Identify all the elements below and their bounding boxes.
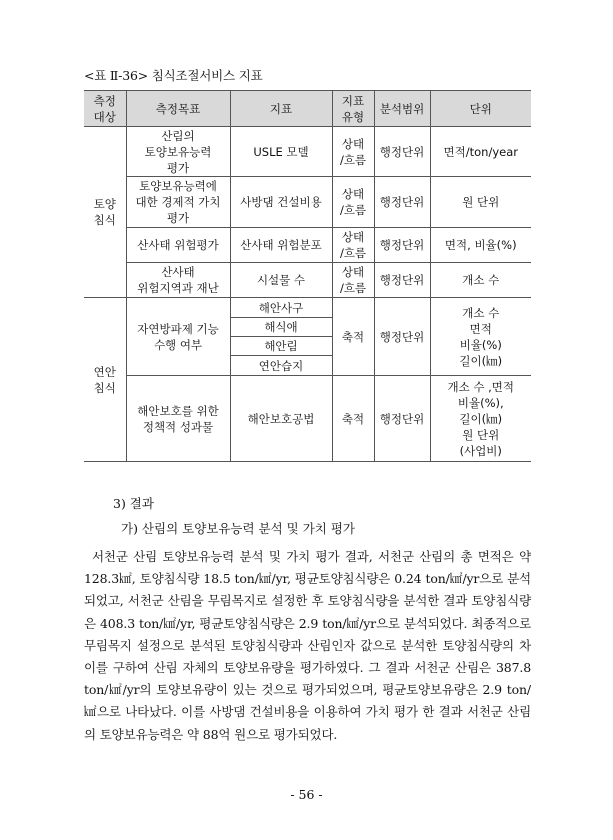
table-row	[84, 228, 531, 263]
table-row	[84, 127, 531, 177]
subsection-heading: 가) 산림의 토양보유능력 분석 및 가치 평가	[121, 521, 355, 536]
table-row	[84, 263, 531, 298]
cell-indicator: 사방댐 건설비용	[230, 177, 332, 228]
result-paragraph: 서천군 산림 토양보유능력 분석 및 가치 평가 결과, 서천군 산림의 총 면적은 약 128.3㎢, 토양침식량 18.5 ton/㎢/yr, 평균토양침식량은 0.24 ton/㎢/yr으로 분석되었고, 서천군 산림을 무림목지로 설정한 후 토양침식량을 분석한 결과 토양침식량은 408.3 ton/㎢/yr, 평균토양침식량은 2.9 ton/㎢/yr으로 분석되었다. 최종적으로 무림목지 설정으로 분석된 토양침식량과 산림인자 값으로 분석한 토양침식량의 차이를 구하여 산림 자체의 토양보유량을 평가하였다. 그 결과 서천군 산림은 387.8 ton/㎢/yr의 토양보유량이 있는 것으로 평가되었으며, 평균토양보유량은 2.9 ton/㎢으로 나타났다. 이를 사방댐 건설비용을 이용하여 가치 평가 한 결과 서천군 산림의 토양보유능력은 약 88억 원으로 평가되었다.	[84, 549, 531, 742]
cell-unit: 면적, 비율(%)	[430, 228, 531, 263]
cell-type: 상태 /흐름	[332, 263, 374, 298]
cell-scope: 행정단위	[374, 228, 430, 263]
table-row	[84, 177, 531, 228]
cell-goal: 토양보유능력에 대한 경제적 가치 평가	[126, 177, 230, 228]
cell-scope: 행정단위	[374, 376, 430, 462]
cell-unit: 면적/ton/year	[430, 127, 531, 177]
cell-indicator: 해안사구	[230, 298, 332, 318]
header-scope: 분석범위	[374, 91, 430, 127]
page-number: - 56 -	[290, 787, 323, 802]
header-goal: 측정목표	[126, 91, 230, 127]
erosion-indicator-table	[84, 90, 531, 462]
cell-unit: 개소 수 면적 비율(%) 길이(㎞)	[430, 298, 531, 376]
cell-scope: 행정단위	[374, 298, 430, 376]
table-row	[84, 376, 531, 462]
cell-scope: 행정단위	[374, 263, 430, 298]
cell-goal: 산림의 토양보유능력 평가	[126, 127, 230, 177]
group-label-soil-erosion: 토양 침식	[84, 127, 126, 298]
cell-unit: 개소 수 ,면적 비율(%), 길이(㎞) 원 단위 (사업비)	[430, 376, 531, 462]
cell-indicator: 해안보호공법	[230, 376, 332, 462]
section-heading: 3) 결과	[113, 496, 154, 511]
header-unit: 단위	[430, 91, 531, 127]
cell-type: 축적	[332, 376, 374, 462]
group-label-coastal-erosion: 연안 침식	[84, 298, 126, 462]
cell-goal: 산사태 위험평가	[126, 228, 230, 263]
cell-scope: 행정단위	[374, 127, 430, 177]
cell-type: 축적	[332, 298, 374, 376]
cell-type: 상태 /흐름	[332, 228, 374, 263]
cell-type: 상태 /흐름	[332, 177, 374, 228]
cell-unit: 개소 수	[430, 263, 531, 298]
cell-indicator: 해안림	[230, 337, 332, 356]
header-type: 지표 유형	[332, 91, 374, 127]
cell-indicator: USLE 모델	[230, 127, 332, 177]
cell-indicator: 시설물 수	[230, 263, 332, 298]
header-indicator: 지표	[230, 91, 332, 127]
header-target: 측정 대상	[84, 91, 126, 127]
cell-unit: 원 단위	[430, 177, 531, 228]
table-row	[84, 298, 531, 318]
table-header-row	[84, 91, 531, 127]
cell-scope: 행정단위	[374, 177, 430, 228]
cell-goal: 산사태 위험지역과 재난	[126, 263, 230, 298]
cell-indicator: 연안습지	[230, 356, 332, 376]
cell-indicator: 산사태 위험분포	[230, 228, 332, 263]
cell-goal: 해안보호를 위한 정책적 성과물	[126, 376, 230, 462]
cell-type: 상태 /흐름	[332, 127, 374, 177]
table-caption: <표 Ⅱ-36> 침식조절서비스 지표	[84, 68, 263, 83]
cell-goal: 자연방파제 기능 수행 여부	[126, 298, 230, 376]
cell-indicator: 해식애	[230, 318, 332, 337]
